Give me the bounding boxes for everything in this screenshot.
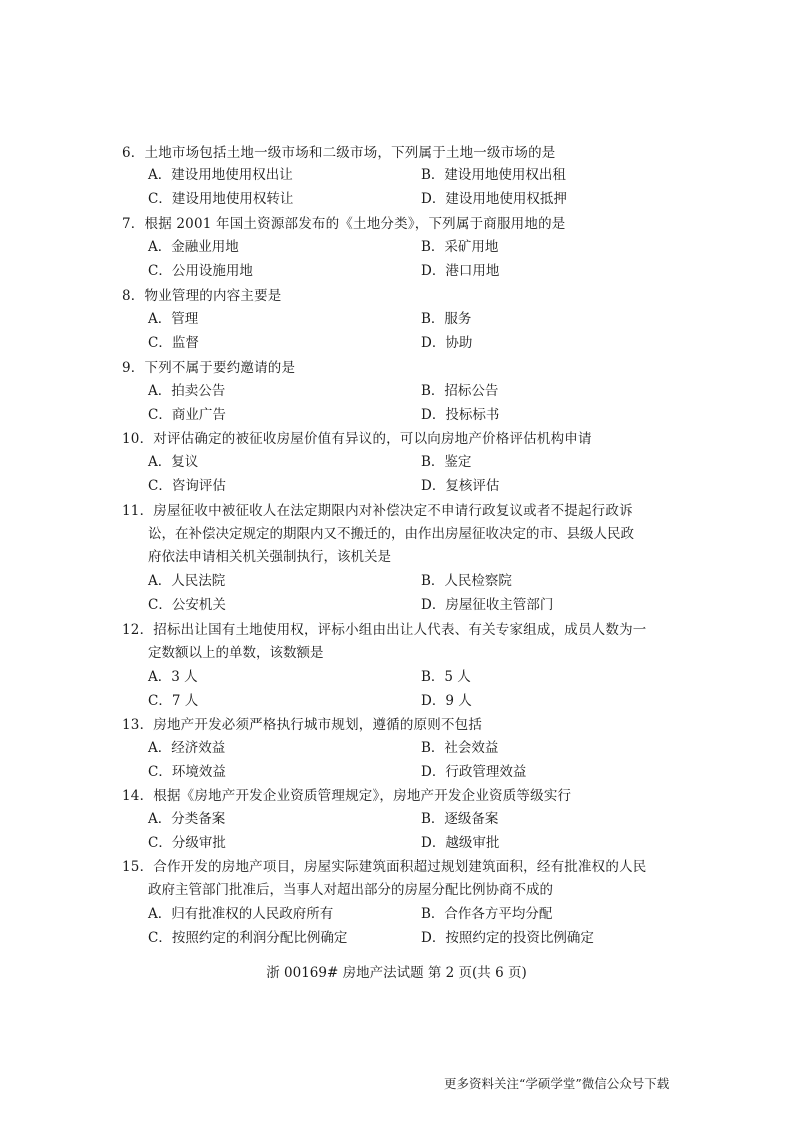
option-c: C．分级审批: [148, 835, 226, 851]
question-14-stem: 14．根据《房地产开发企业资质管理规定》，房地产开发企业资质等级实行: [122, 788, 572, 804]
option-a: A．分类备案: [148, 811, 226, 827]
option-a: A．管理: [148, 311, 199, 327]
option-a: A．人民法院: [148, 573, 226, 589]
option-c: C．咨询评估: [148, 478, 226, 494]
question-14-options-row-2: [148, 831, 668, 855]
option-b: B．建设用地使用权出租: [421, 167, 566, 183]
option-d: D．按照约定的投资比例确定: [421, 930, 594, 946]
option-d: D．9 人: [421, 693, 472, 709]
question-6-stem: 6．土地市场包括土地一级市场和二级市场，下列属于土地一级市场的是: [122, 145, 556, 161]
question-11-stem-line-1: 11．房屋征收中被征收人在法定期限内对补偿决定不申请行政复议或者不提起行政诉: [122, 503, 633, 519]
question-15-options-row-2: [148, 926, 668, 950]
question-10-options-row-2: [148, 474, 668, 498]
option-b: B．合作各方平均分配: [421, 906, 553, 922]
question-7-options-row-2: [148, 259, 668, 283]
option-b: B．鉴定: [421, 454, 472, 470]
option-c: C．监督: [148, 335, 199, 351]
question-6-options-row-1: [148, 163, 668, 187]
question-8-options-row-2: [148, 331, 668, 355]
question-9-options-row-2: [148, 403, 668, 427]
option-d: D．复核评估: [421, 478, 500, 494]
option-a: A．复议: [148, 454, 199, 470]
question-7-options-row-1: [148, 235, 668, 259]
question-7-stem: 7．根据 2001 年国土资源部发布的《土地分类》，下列属于商服用地的是: [122, 216, 566, 232]
option-c: C．按照约定的利润分配比例确定: [148, 930, 348, 946]
option-c: C．商业广告: [148, 407, 226, 423]
option-b: B．5 人: [421, 669, 471, 685]
option-a: A．归有批准权的人民政府所有: [148, 906, 334, 922]
option-d: D．房屋征收主管部门: [421, 597, 554, 613]
question-12-stem-line-1: 12．招标出让国有土地使用权，评标小组由出让人代表、有关专家组成，成员人数为一: [122, 622, 647, 638]
question-8-stem: 8．物业管理的内容主要是: [122, 288, 282, 304]
option-d: D．建设用地使用权抵押: [421, 191, 567, 207]
option-a: A．拍卖公告: [148, 383, 226, 399]
question-12-options-row-1: [148, 665, 668, 689]
option-c: C．公用设施用地: [148, 263, 253, 279]
option-d: D．越级审批: [421, 835, 500, 851]
question-8-options-row-1: [148, 307, 668, 331]
question-6-options-row-2: [148, 187, 668, 211]
question-13-options-row-2: [148, 760, 668, 784]
option-d: D．行政管理效益: [421, 764, 527, 780]
question-10-options-row-1: [148, 450, 668, 474]
question-15-stem-line-1: 15．合作开发的房地产项目，房屋实际建筑面积超过规划建筑面积，经有批准权的人民: [122, 859, 647, 875]
option-b: B．逐级备案: [421, 811, 499, 827]
question-13-stem: 13．房地产开发必须严格执行城市规划，遵循的原则不包括: [122, 717, 483, 733]
question-10-stem: 10．对评估确定的被征收房屋价值有异议的，可以向房地产价格评估机构申请: [122, 431, 592, 447]
option-d: D．港口用地: [421, 263, 500, 279]
question-11-stem-line-2: 讼，在补偿决定规定的期限内又不搬迁的，由作出房屋征收决定的市、县级人民政: [148, 526, 634, 542]
question-15-options-row-1: [148, 902, 668, 926]
option-c: C．公安机关: [148, 597, 226, 613]
question-11-options-row-2: [148, 593, 668, 617]
question-14-options-row-1: [148, 807, 668, 831]
question-15-stem-line-2: 政府主管部门批准后，当事人对超出部分的房屋分配比例协商不成的: [148, 882, 553, 898]
option-c: C．环境效益: [148, 764, 226, 780]
question-13-options-row-1: [148, 736, 668, 760]
option-a: A．金融业用地: [148, 239, 239, 255]
question-9-options-row-1: [148, 379, 668, 403]
option-b: B．招标公告: [421, 383, 499, 399]
question-12-stem-line-2: 定数额以上的单数，该数额是: [148, 645, 324, 661]
question-9-stem: 9．下列不属于要约邀请的是: [122, 360, 296, 376]
question-11-stem-line-3: 府依法申请相关机关强制执行，该机关是: [148, 549, 391, 565]
option-a: A．经济效益: [148, 740, 226, 756]
question-12-options-row-2: [148, 689, 668, 713]
option-b: B．人民检察院: [421, 573, 512, 589]
question-11-options-row-1: [148, 569, 668, 593]
option-d: D．协助: [421, 335, 473, 351]
option-c: C．建设用地使用权转让: [148, 191, 294, 207]
option-b: B．服务: [421, 311, 472, 327]
option-b: B．社会效益: [421, 740, 499, 756]
option-b: B．采矿用地: [421, 239, 499, 255]
option-d: D．投标标书: [421, 407, 500, 423]
page-footer: 浙 00169# 房地产法试题 第 2 页(共 6 页): [266, 965, 527, 981]
download-note: 更多资料关注“学硕学堂”微信公众号下载: [444, 1076, 670, 1091]
option-c: C．7 人: [148, 693, 199, 709]
option-a: A．建设用地使用权出让: [148, 167, 293, 183]
option-a: A．3 人: [148, 669, 198, 685]
